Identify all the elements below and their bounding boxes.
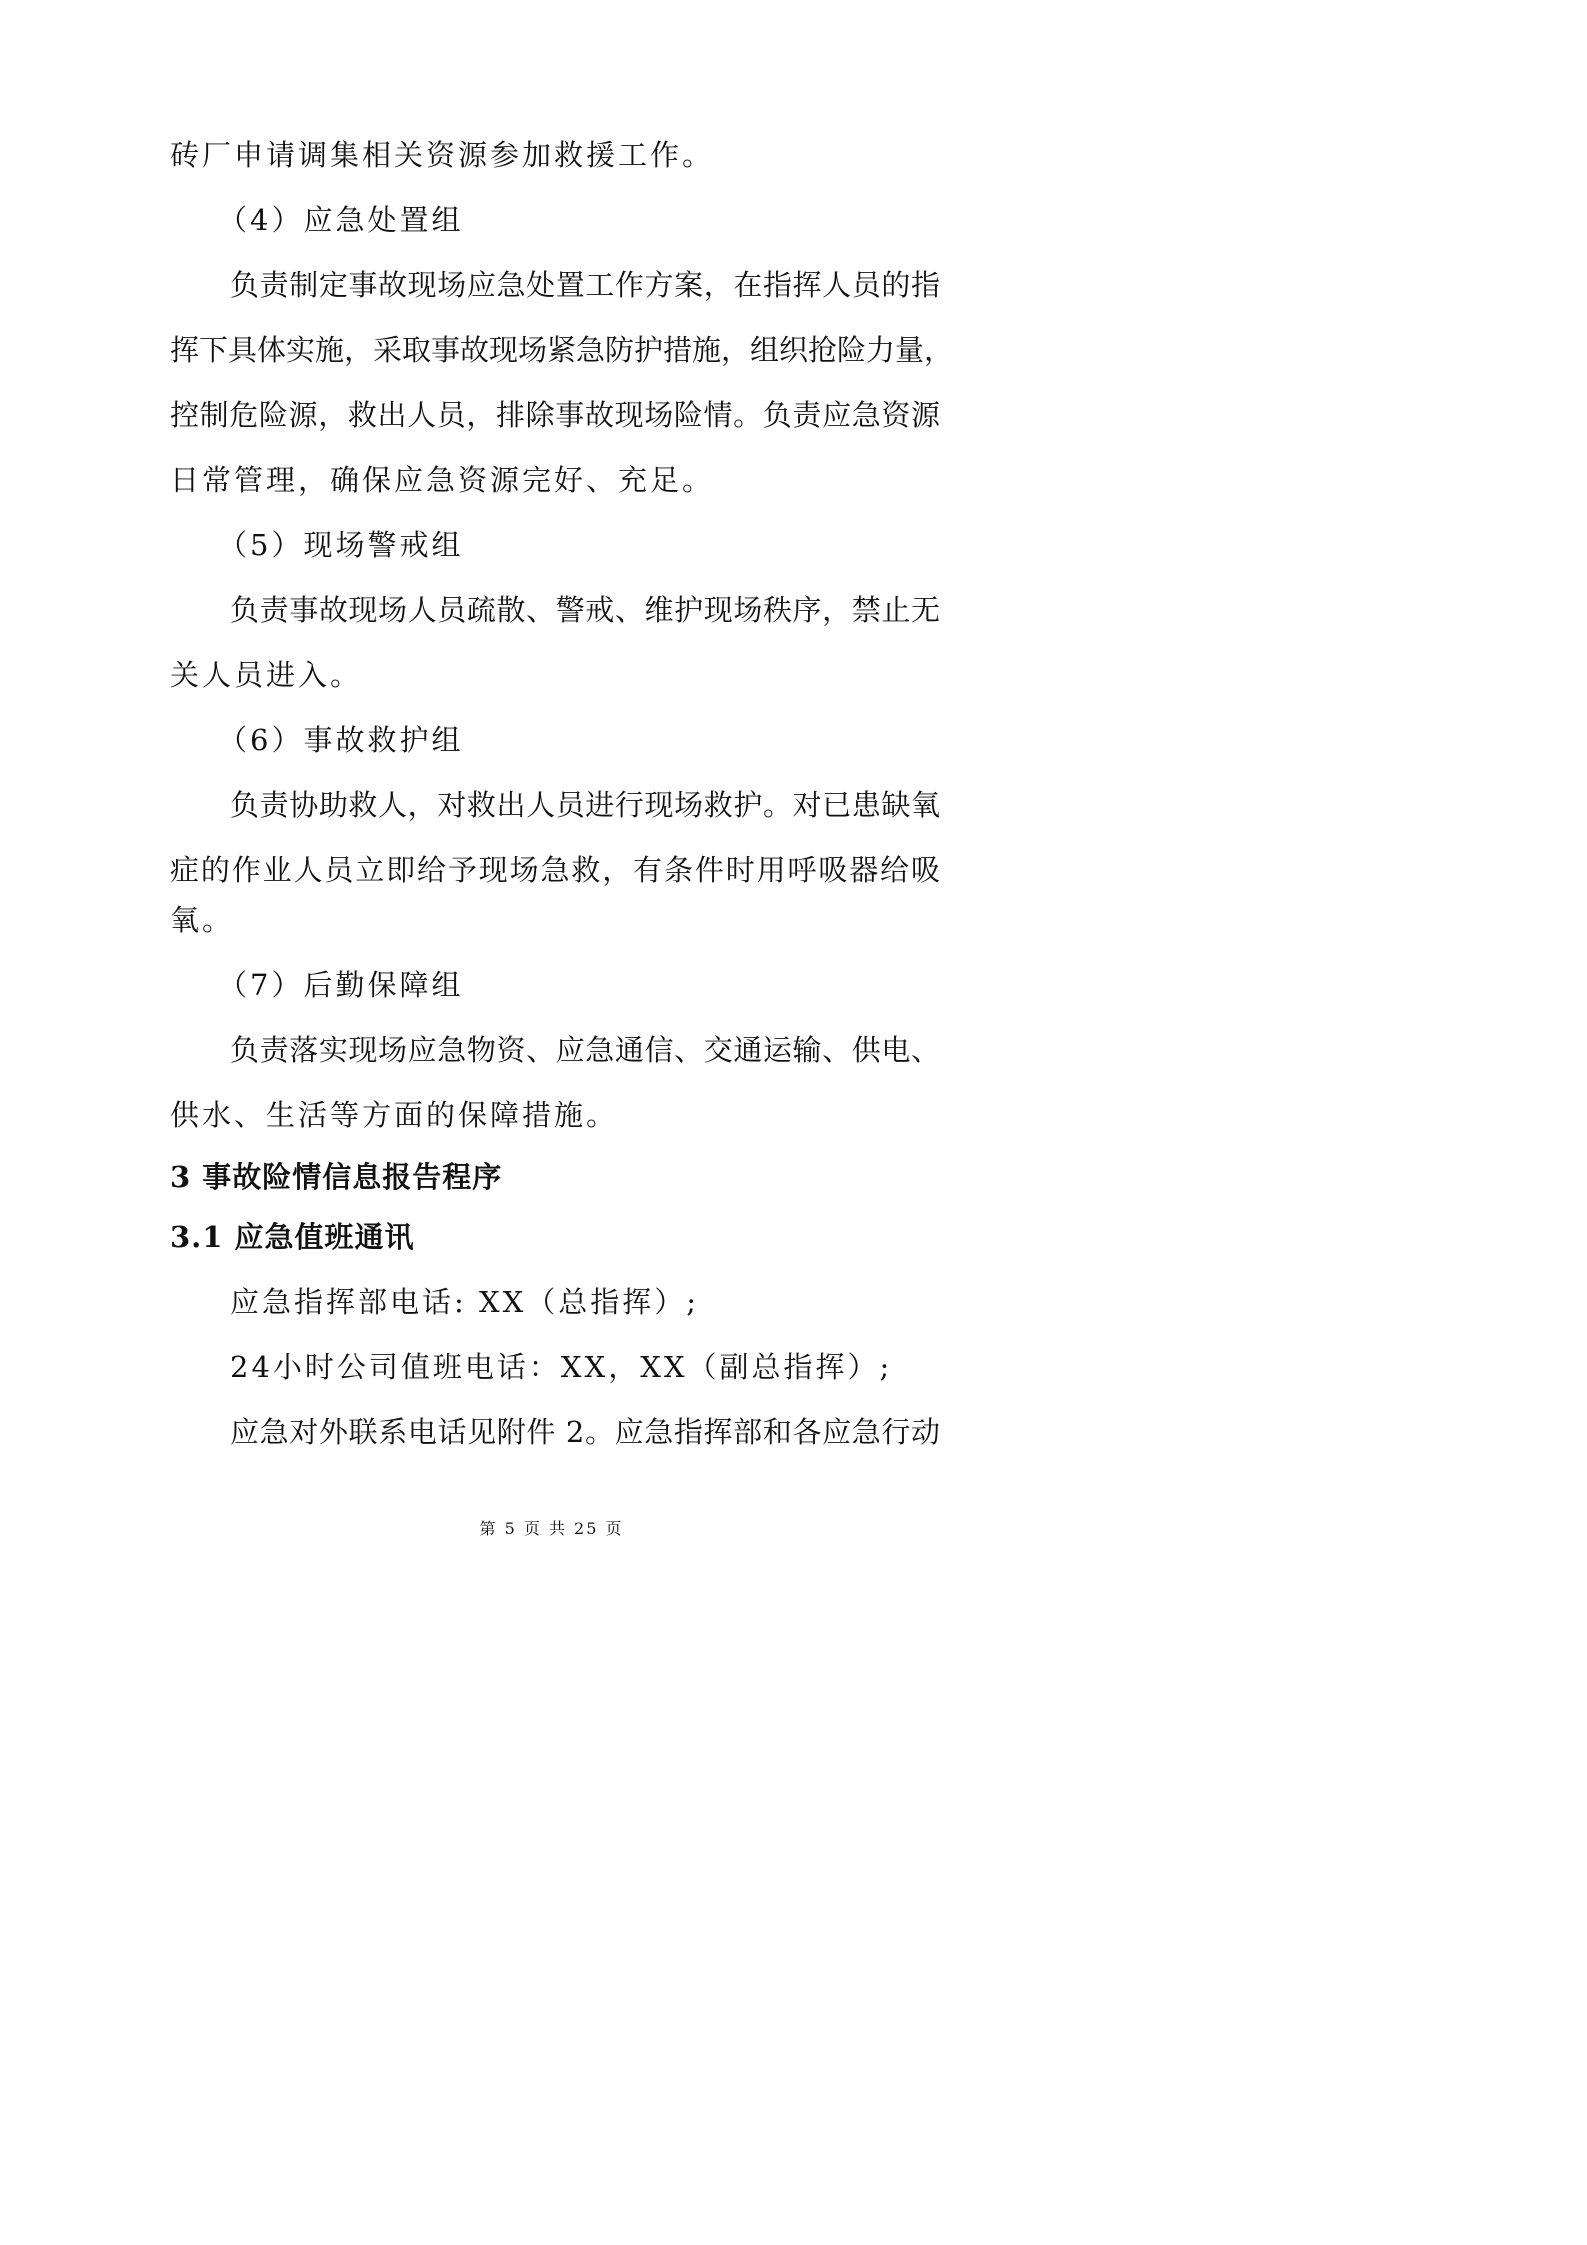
paragraph-line: 负责协助救人，对救出人员进行现场救护。对已患缺氧 xyxy=(230,788,940,822)
section-heading: 3 事故险情信息报告程序 xyxy=(170,1160,503,1194)
paragraph-line: 控制危险源，救出人员，排除事故现场险情。负责应急资源 xyxy=(170,398,940,432)
paragraph-line: 应急对外联系电话见附件 2。应急指挥部和各应急行动 xyxy=(230,1415,940,1449)
subheading-site-security-group: （5）现场警戒组 xyxy=(218,528,464,562)
subheading-logistics-group: （7）后勤保障组 xyxy=(218,968,464,1002)
subheading-accident-rescue-group: （6）事故救护组 xyxy=(218,723,464,757)
paragraph-line: 24小时公司值班电话：XX，XX（副总指挥）; xyxy=(230,1350,893,1384)
paragraph-line: 负责落实现场应急物资、应急通信、交通运输、供电、 xyxy=(230,1033,940,1067)
document-page xyxy=(0,0,1103,1560)
paragraph-line: 关人员进入。 xyxy=(170,658,363,692)
paragraph-line: 负责事故现场人员疏散、警戒、维护现场秩序，禁止无 xyxy=(230,593,940,627)
subheading-emergency-response-group: （4）应急处置组 xyxy=(218,203,464,237)
page-number-footer: 第 5 页 共 25 页 xyxy=(479,1519,624,1538)
paragraph-line: 负责制定事故现场应急处置工作方案，在指挥人员的指 xyxy=(230,268,940,302)
paragraph-line: 挥下具体实施，采取事故现场紧急防护措施，组织抢险力量， xyxy=(170,333,954,367)
paragraph-line: 氧。 xyxy=(170,903,235,937)
subsection-heading: 3.1 应急值班通讯 xyxy=(170,1220,415,1254)
paragraph-line: 日常管理，确保应急资源完好、充足。 xyxy=(170,463,715,497)
paragraph-line: 供水、生活等方面的保障措施。 xyxy=(170,1098,619,1132)
paragraph-line: 砖厂申请调集相关资源参加救援工作。 xyxy=(170,138,715,172)
paragraph-line: 应急指挥部电话: XX（总指挥）; xyxy=(230,1285,700,1319)
paragraph-line: 症的作业人员立即给予现场急救，有条件时用呼吸器给吸 xyxy=(170,853,940,887)
